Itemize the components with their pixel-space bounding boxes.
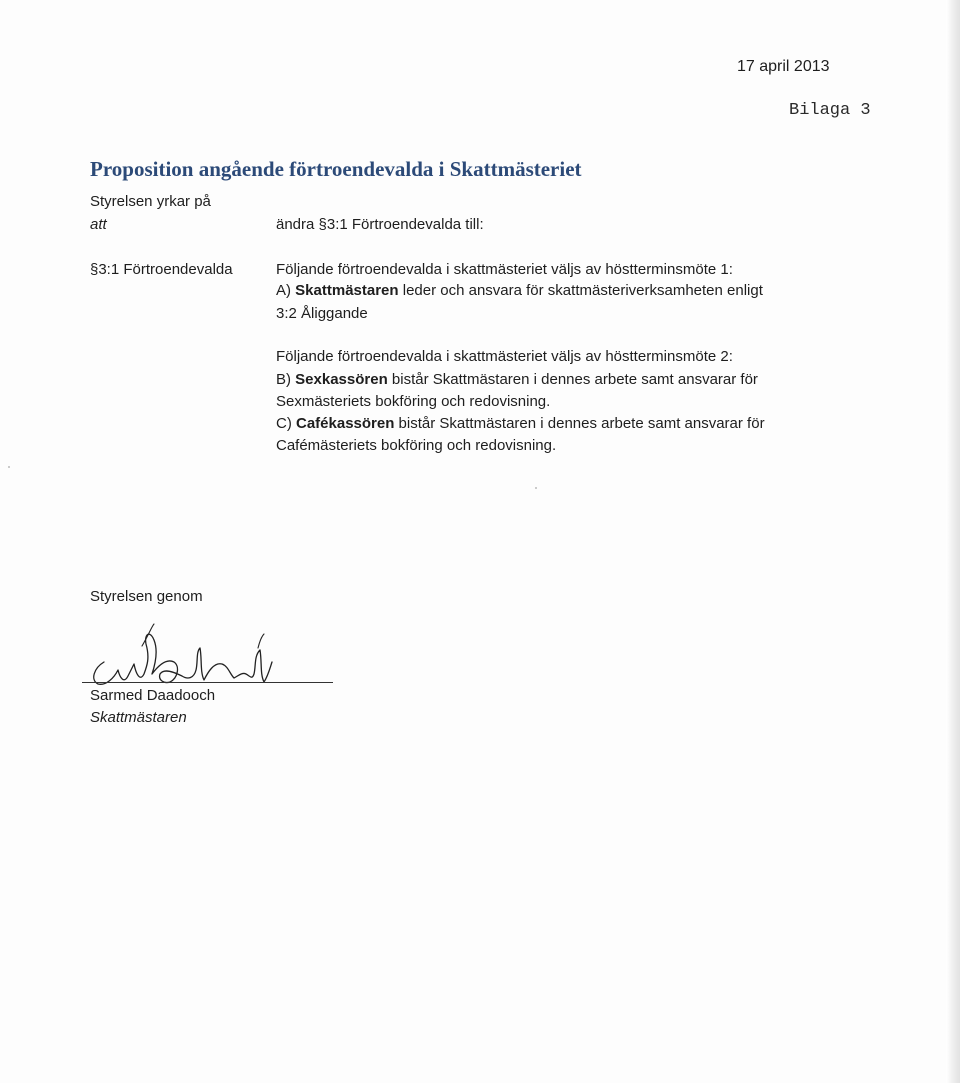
att-label: att <box>90 216 107 233</box>
page-edge-shadow <box>946 0 960 1083</box>
item-a-prefix: A) <box>276 282 296 299</box>
signature-line <box>82 682 333 683</box>
handwritten-signature <box>84 622 284 688</box>
section-label: §3:1 Förtroendevalda <box>90 261 233 278</box>
document-title: Proposition angående förtroendevalda i Skattmästeriet <box>90 157 582 181</box>
block2-lead: Följande förtroendevalda i skattmästeriet väljs av höstterminsmöte 2: <box>276 348 733 365</box>
item-b-prefix: B) <box>276 371 296 388</box>
signatory-name: Sarmed Daadooch <box>90 687 216 704</box>
att-text: ändra §3:1 Förtroendevalda till: <box>276 216 484 233</box>
item-b-continuation: Sexmästeriets bokföring och redovisning. <box>276 393 551 410</box>
closing-by: Styrelsen genom <box>90 588 203 605</box>
block1-lead: Följande förtroendevalda i skattmästeriet väljs av höstterminsmöte 1: <box>276 261 733 278</box>
item-a-continuation: 3:2 Åliggande <box>276 305 368 322</box>
item-b-text: bistår Skattmästaren i dennes arbete samt ansvarar för <box>387 371 758 388</box>
intro-line: Styrelsen yrkar på <box>90 193 211 210</box>
item-c-continuation: Cafémästeriets bokföring och redovisning. <box>276 437 557 454</box>
item-b <box>276 370 758 389</box>
item-c-prefix: C) <box>276 415 296 432</box>
document-date: 17 april 2013 <box>737 58 830 75</box>
attachment-label: Bilaga 3 <box>789 101 871 120</box>
item-a-role: Skattmästaren <box>295 282 399 299</box>
item-c-text: bistår Skattmästaren i dennes arbete samt ansvarar för <box>394 415 765 432</box>
item-b-role: Sexkassören <box>295 371 388 388</box>
scan-speck <box>8 466 10 468</box>
signatory-role: Skattmästaren <box>90 709 187 726</box>
item-a <box>276 281 763 300</box>
item-c <box>276 414 765 433</box>
item-a-text: leder och ansvara för skattmästeriverksamheten enligt <box>398 282 763 299</box>
item-c-role: Cafékassören <box>296 415 395 432</box>
scan-speck <box>535 487 537 489</box>
